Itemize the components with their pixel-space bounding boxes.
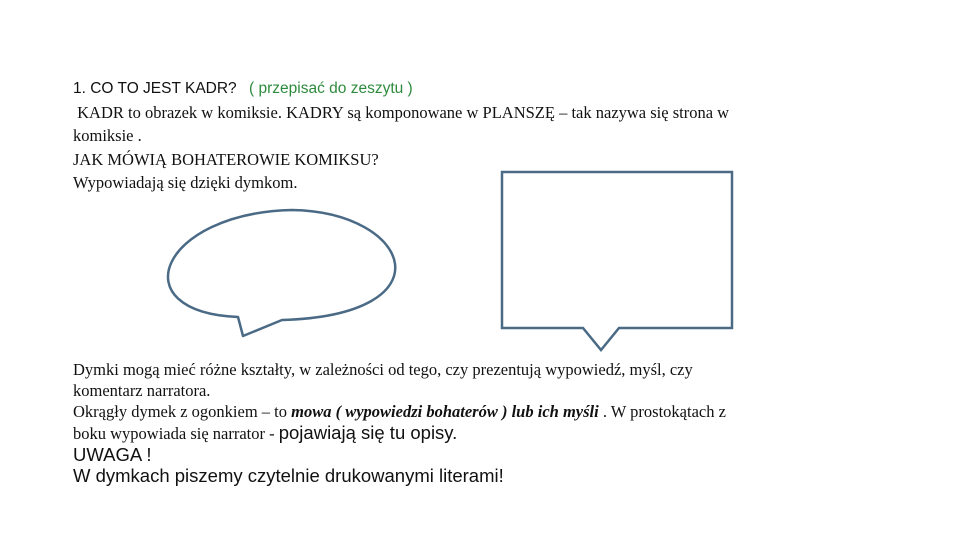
section-heading: 1. CO TO JEST KADR? [73, 80, 237, 97]
question-line: JAK MÓWIĄ BOHATEROWIE KOMIKSU? [73, 149, 379, 169]
answer-line: Wypowiadają się dzięki dymkom. [73, 173, 298, 192]
explanation-text-block [73, 359, 883, 486]
rule-line: W dymkach piszemy czytelnie drukowanymi literami! [73, 465, 504, 486]
warning-line: UWAGA ! [73, 444, 152, 465]
round-bubble-suffix: . W prostokątach z [598, 402, 726, 421]
rectangle-narrator-box [502, 172, 732, 350]
copy-instruction: ( przepisać do zeszytu ) [249, 80, 413, 97]
round-speech-bubble [168, 210, 395, 336]
narrator-line [73, 422, 883, 444]
round-bubble-line [73, 401, 883, 422]
round-bubble-prefix: Okrągły dymek z ogonkiem – to [73, 402, 292, 421]
narrator-suffix: pojawiają się tu opisy. [278, 422, 458, 443]
definition-text: KADR to obrazek w komiksie. KADRY są komponowane w PLANSZĘ – tak nazywa się strona w [77, 102, 730, 122]
round-bubble-emphasis: mowa ( wypowiedzi bohaterów ) lub ich myśli [291, 402, 599, 421]
shapes-line-continued: komentarz narratora. [73, 381, 211, 400]
definition-line-continued: komiksie . [73, 126, 142, 145]
shapes-line: Dymki mogą mieć różne kształty, w zależności od tego, czy prezentują wypowiedź, myśl, czy [73, 360, 693, 379]
narrator-prefix: boku wypowiada się narrator - [73, 424, 279, 443]
